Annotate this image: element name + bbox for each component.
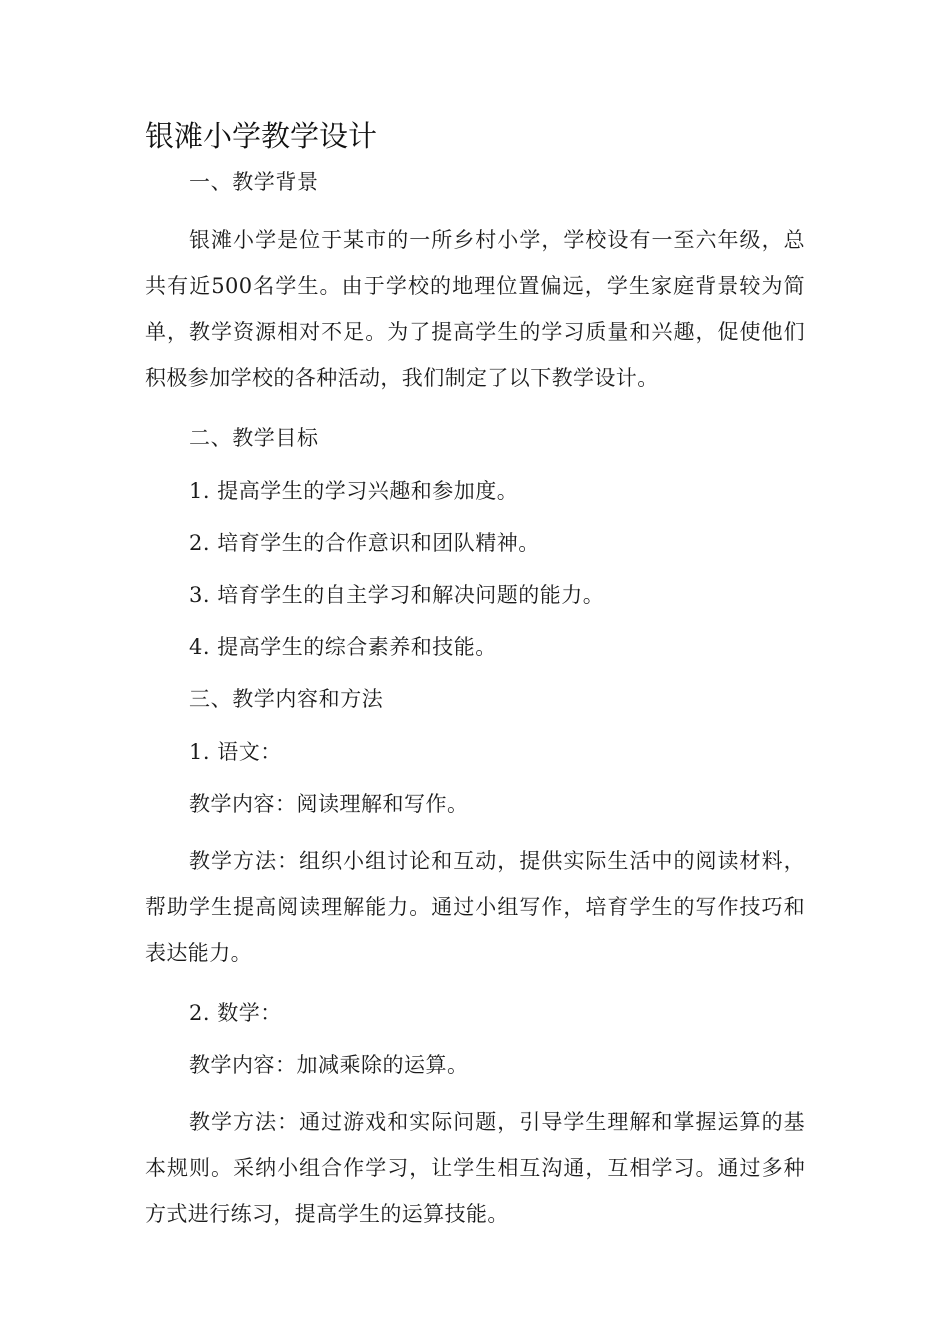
subject-method-math: 教学方法：通过游戏和实际问题，引导学生理解和掌握运算的基本规则。采纳小组合作学习，让学生相互沟通，互相学习。通过多种方式进行练习，提高学生的运算技能。 — [145, 1110, 805, 1226]
objective-item: 4. 提高学生的综合素养和技能。 — [189, 635, 497, 659]
subject-content-chinese: 教学内容：阅读理解和写作。 — [189, 792, 469, 816]
section-heading-content-methods: 三、教学内容和方法 — [189, 687, 384, 711]
subject-label-chinese: 1. 语文： — [189, 740, 282, 764]
section-heading-background: 一、教学背景 — [189, 170, 319, 194]
background-paragraph: 银滩小学是位于某市的一所乡村小学，学校设有一至六年级，总共有近500名学生。由于学校的地理位置偏远，学生家庭背景较为简单，教学资源相对不足。为了提高学生的学习质量和兴趣，促使他们积极参加学校的各种活动，我们制定了以下教学设计。 — [145, 228, 805, 390]
section-heading-objectives: 二、教学目标 — [189, 426, 319, 450]
objective-item: 3. 培育学生的自主学习和解决问题的能力。 — [189, 583, 605, 607]
objective-item: 1. 提高学生的学习兴趣和参加度。 — [189, 479, 519, 503]
subject-content-math: 教学内容：加减乘除的运算。 — [189, 1053, 469, 1077]
objective-item: 2. 培育学生的合作意识和团队精神。 — [189, 531, 540, 555]
subject-label-math: 2. 数学： — [189, 1001, 282, 1025]
document-body — [145, 112, 805, 1256]
subject-method-chinese: 教学方法：组织小组讨论和互动，提供实际生活中的阅读材料，帮助学生提高阅读理解能力。通过小组写作，培育学生的写作技巧和表达能力。 — [145, 849, 805, 965]
document-title: 银滩小学教学设计 — [145, 119, 378, 153]
